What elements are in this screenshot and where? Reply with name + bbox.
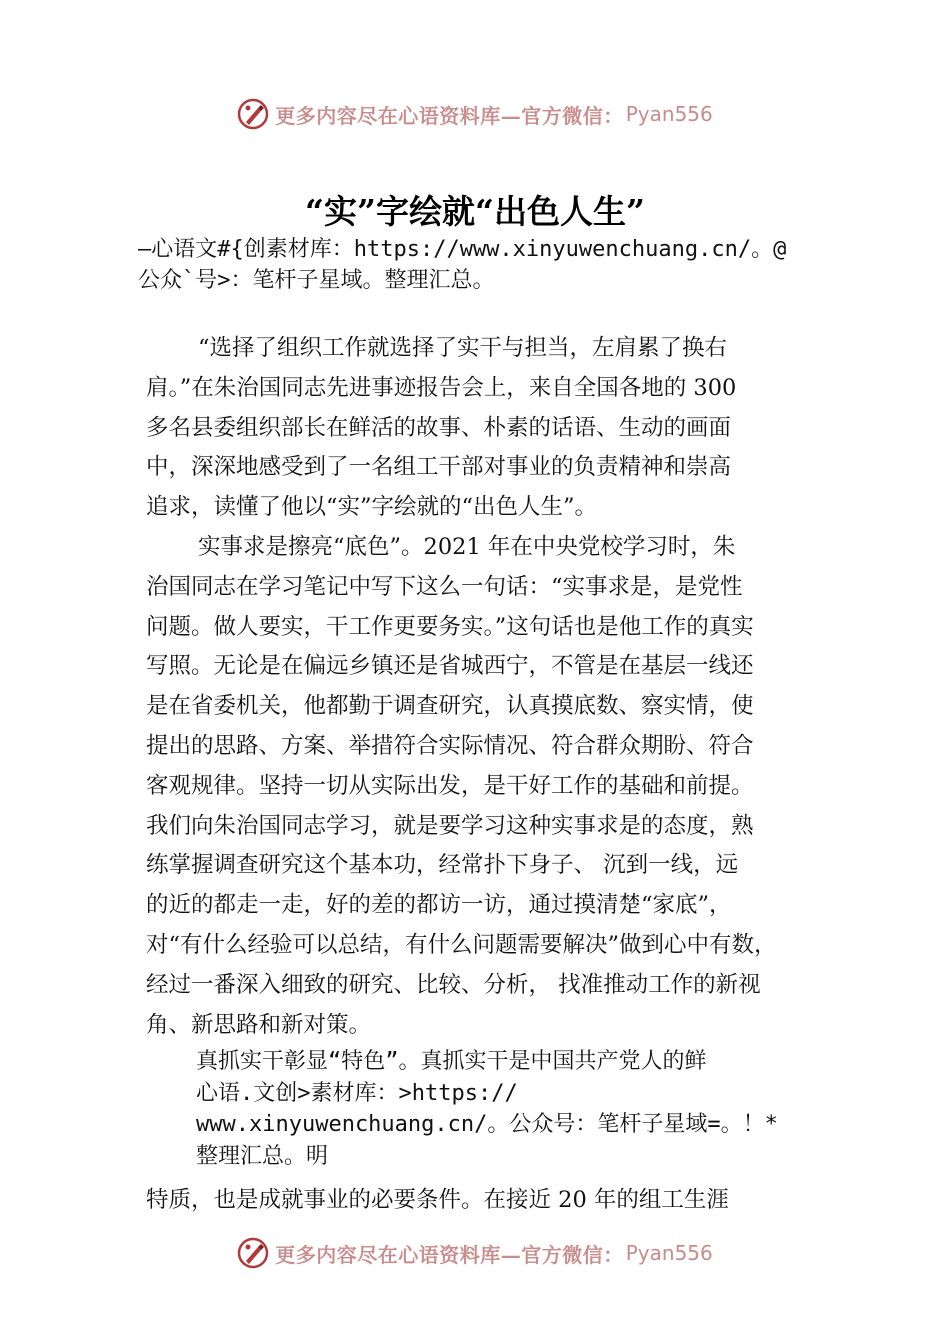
header-banner <box>0 94 950 134</box>
text-line: 治国同志在学习笔记中写下这么一句话：“实事求是，是党性 <box>146 573 743 600</box>
banner-text: 更多内容尽在心语资料库—官方微信： <box>275 103 624 128</box>
text-line: 我们向朱治国同志学习，就是要学习这种实事求是的态度，熟 <box>146 812 754 839</box>
text-line: 肩。”在朱治国同志先进事迹报告会上，来自全国各地的 300 <box>146 374 737 401</box>
pen-logo-icon <box>237 1237 269 1269</box>
text-line: 问题。做人要实，干工作更要务实。”这句话也是他工作的真实 <box>146 613 754 640</box>
source-line: 公众`号>：笔杆子星域。整理汇总。 <box>138 268 495 293</box>
inset-line: www.xinyuwenchuang.cn/。公众号：笔杆子星域=。！* <box>196 1112 778 1137</box>
tail-line: 特质，也是成就事业的必要条件。在接近 20 年的组工生涯 <box>146 1187 729 1213</box>
text-line: 写照。无论是在偏远乡镇还是省城西宁，不管是在基层一线还 <box>146 653 754 680</box>
text-line: 提出的思路、方案、举措符合实际情况、符合群众期盼、符合 <box>146 732 754 759</box>
banner-wechat-id: Pyan556 <box>625 102 713 126</box>
text-line: 实事求是擦亮“底色”。2021 年在中央党校学习时，朱 <box>198 534 736 560</box>
text-line: 中，深深地感受到了一名组工干部对事业的负责精神和崇高 <box>146 454 732 481</box>
text-line: 角、新思路和新对策。 <box>146 1011 372 1038</box>
text-line: 对“有什么经验可以总结，有什么问题需要解决”做到心中有数， <box>146 931 777 958</box>
inset-block <box>196 1046 836 1172</box>
source-note <box>138 234 828 296</box>
text-line: 是在省委机关，他都勤于调查研究，认真摸底数、察实情，使 <box>146 693 754 720</box>
footer-banner <box>0 1233 950 1273</box>
pen-logo-icon <box>237 98 269 130</box>
banner-wechat-id: Pyan556 <box>625 1241 713 1265</box>
banner-text: 更多内容尽在心语资料库—官方微信： <box>275 1242 624 1267</box>
text-line: 客观规律。坚持一切从实际出发，是干好工作的基础和前提。 <box>146 772 754 799</box>
text-line: 追求，读懂了他以“实”字绘就的“出色人生”。 <box>146 494 598 521</box>
inset-line: 真抓实干彰显“特色”。真抓实干是中国共产党人的鲜 <box>196 1049 707 1074</box>
paragraph-1 <box>146 329 846 528</box>
text-line: 经过一番深入细致的研究、比较、分析， 找准推动工作的新视 <box>146 971 761 998</box>
text-line: 多名县委组织部长在鲜活的故事、朴素的话语、生动的画面 <box>146 414 732 441</box>
inset-line: 整理汇总。明 <box>196 1143 329 1169</box>
text-line: “选择了组织工作就选择了实干与担当，左肩累了换右 <box>198 335 728 361</box>
text-line: 的近的都走一走，好的差的都访一访，通过摸清楚“家底”， <box>146 892 732 919</box>
paragraph-2 <box>146 528 846 1045</box>
text-line: 练掌握调查研究这个基本功，经常扑下身子、 沉到一线，远 <box>146 852 739 879</box>
source-line: —心语文#{创素材库：https://www.xinyuwenchuang.cn/。@ <box>138 237 787 262</box>
document-title: “实”字绘就“出色人生” <box>305 192 645 231</box>
inset-line: 心语.文创>素材库：>https:// <box>196 1080 518 1106</box>
